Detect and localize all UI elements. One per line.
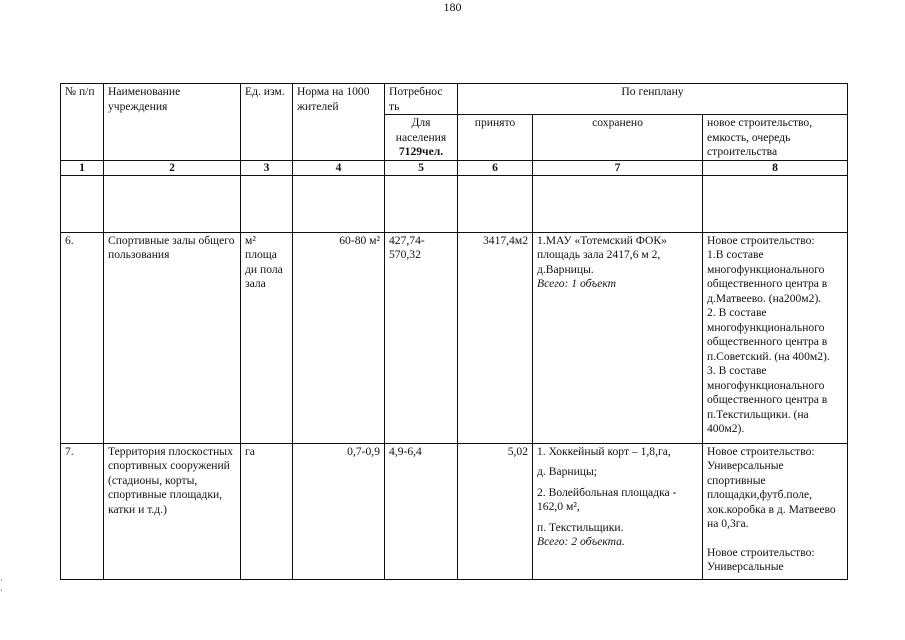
column-number: 1 (61, 160, 104, 175)
column-number-row (61, 160, 848, 175)
column-number: 3 (241, 160, 293, 175)
header-genplan: По генплану (458, 84, 848, 115)
row-accepted: 5,02 (458, 443, 533, 579)
table-row (61, 232, 848, 443)
empty-row (61, 175, 848, 232)
row-institution-name: Территория плоскостных спортивных сооружений (стадионы, корты, спортивные площадки, катки и т.д.) (104, 443, 241, 579)
preserved-total: Всего: 2 объекта. (537, 535, 625, 548)
row-preserved (533, 443, 703, 579)
preserved-item: д. Варницы; (537, 465, 597, 478)
preserved-item: 1.МАУ «Тотемский ФОК» площадь зала 2417,6 м 2, д.Варницы. (537, 233, 667, 276)
row-preserved (533, 232, 703, 443)
scan-edge-mark: · · (0, 575, 3, 595)
column-number: 8 (703, 160, 848, 175)
row-norm: 60-80 м² (293, 232, 385, 443)
header-new-construction: новое строительство, емкость, очередь строительства (703, 115, 848, 161)
page-number: 180 (443, 0, 462, 14)
row-number: 7. (61, 443, 104, 579)
column-number: 7 (533, 160, 703, 175)
column-number: 2 (104, 160, 241, 175)
row-norm: 0,7-0,9 (293, 443, 385, 579)
row-accepted: 3417,4м2 (458, 232, 533, 443)
row-unit: га (241, 443, 293, 579)
planning-table-sheet (60, 83, 848, 580)
new-construction-line: 1.В составе многофункционального общественного центра в д.Матвеево. (на200м2). (707, 248, 828, 305)
preserved-total: Всего: 1 объект (537, 277, 616, 290)
preserved-item: 2. Волейбольная площадка - 162,0 м², (537, 485, 677, 513)
table-row (61, 443, 848, 579)
preserved-item: 1. Хоккейный корт – 1,8,га, (537, 444, 671, 458)
row-new-construction (703, 232, 848, 443)
row-institution-name: Спортивные залы общего пользования (104, 232, 241, 443)
header-demand-population-label: Для населения (395, 116, 447, 144)
column-number: 6 (458, 160, 533, 175)
new-construction-line: Новое строительство: Универсальные (707, 545, 815, 573)
row-new-construction (703, 443, 848, 579)
header-demand-population (385, 115, 458, 161)
planning-table (60, 83, 848, 580)
row-demand: 4,9-6,4 (385, 443, 458, 579)
new-construction-line: Новое строительство: Универсальные спортивные площадки,футб.поле, хок.коробка в д. Матвеево на 0,3га. (707, 444, 836, 530)
header-unit: Ед. изм. (241, 84, 293, 161)
header-demand-population-count: 7129чел. (398, 145, 444, 158)
new-construction-line: 2. В составе многофункционального общественного центра в п.Советский. (на 400м2). (707, 306, 830, 363)
header-accepted: принято (458, 115, 533, 161)
row-demand: 427,74-570,32 (385, 232, 458, 443)
header-demand: Потребнос ть (385, 84, 458, 115)
column-number: 4 (293, 160, 385, 175)
header-norm: Норма на 1000 жителей (293, 84, 385, 161)
preserved-item: п. Текстильщики. (537, 520, 624, 534)
header-institution-name: Наименование учреждения (104, 84, 241, 161)
new-construction-line: Новое строительство: (707, 233, 815, 247)
column-number: 5 (385, 160, 458, 175)
new-construction-line: 3. В составе многофункционального общественного центра в п.Текстильщики. (на 400м2). (707, 364, 828, 435)
header-preserved: сохранено (533, 115, 703, 161)
header-number: № п/п (61, 84, 104, 161)
row-unit: м² площа ди пола зала (241, 232, 293, 443)
row-number: 6. (61, 232, 104, 443)
